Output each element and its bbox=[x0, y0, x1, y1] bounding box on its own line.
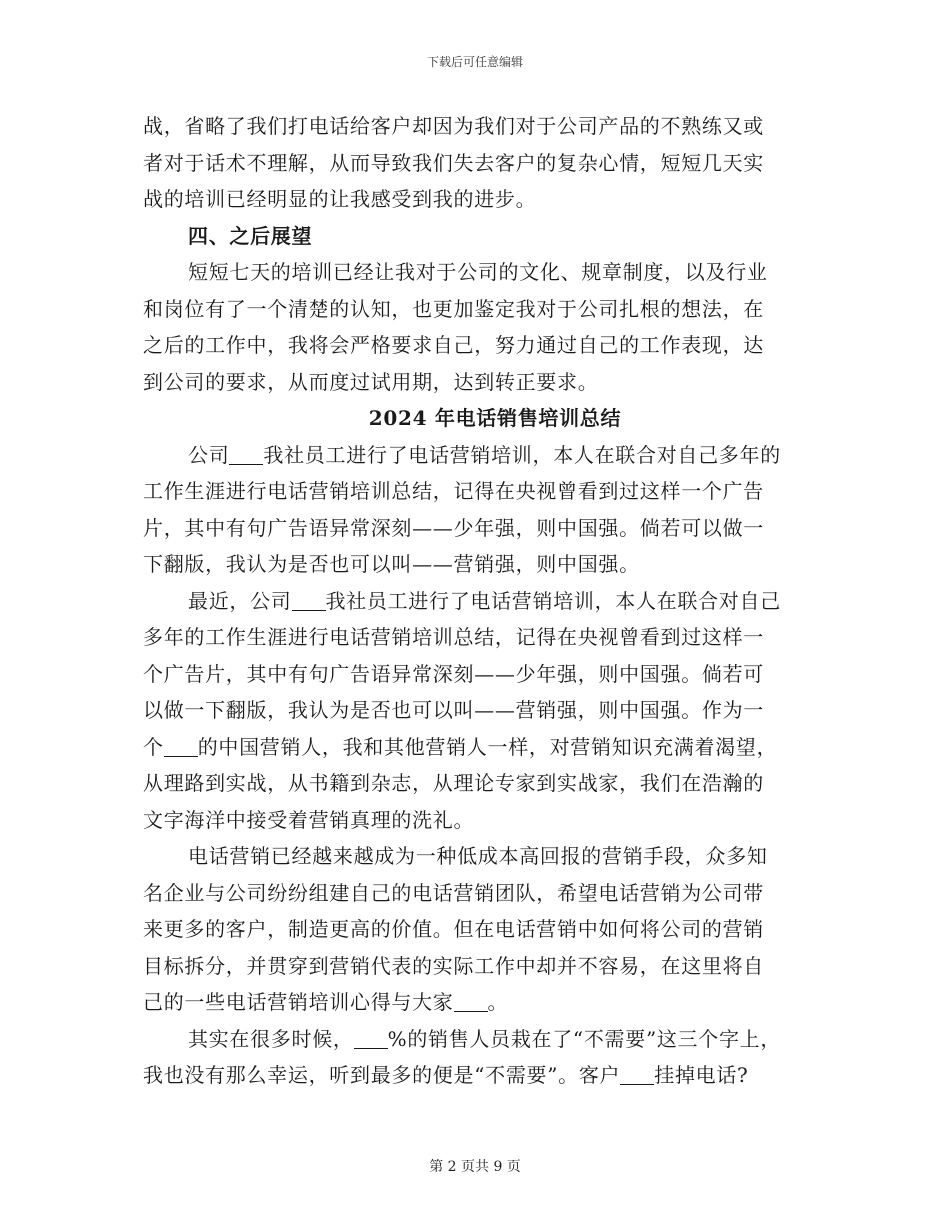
paragraph-start-line bbox=[143, 254, 807, 291]
line-text: 片，其中有句广告语异常深刻——少年强，则中国强。倘若可以做一 bbox=[143, 515, 764, 540]
text-line bbox=[143, 364, 807, 401]
text-line bbox=[143, 656, 807, 693]
line-text: 四、之后展望 bbox=[188, 223, 313, 248]
paragraph-start-line bbox=[143, 1021, 807, 1058]
line-text: 之后的工作中，我将会严格要求自己，努力通过自己的工作表现，达 bbox=[143, 333, 764, 357]
text-line bbox=[143, 108, 807, 145]
line-text: 战的培训已经明显的让我感受到我的进步。 bbox=[143, 187, 537, 211]
line-text: 以做一下翻版，我认为是否也可以叫——营销强，则中国强。作为一 bbox=[143, 698, 764, 722]
line-text: 来更多的客户，制造更高的价值。但在电话营销中如何将公司的营销 bbox=[143, 917, 764, 941]
paragraph-start-line bbox=[143, 583, 807, 620]
paragraph-start-line bbox=[143, 437, 807, 474]
paragraph-start-line bbox=[143, 838, 807, 875]
line-text: 目标拆分，并贯穿到营销代表的实际工作中却并不容易，在这里将自 bbox=[143, 953, 764, 978]
text-line bbox=[143, 984, 807, 1021]
line-text: 我也没有那么幸运，听到最多的便是“不需要”。客户 bbox=[143, 1063, 621, 1087]
line-text: 个 bbox=[143, 734, 164, 759]
line-text: 到公司的要求，从而度过试用期，达到转正要求。 bbox=[143, 369, 599, 394]
line-text: 短短七天的培训已经让我对于公司的文化、规章制度，以及行业 bbox=[188, 260, 768, 284]
text-line bbox=[143, 729, 807, 766]
line-text: 我社员工进行了电话营销培训，本人在联合对自己多年的 bbox=[263, 442, 781, 467]
fill-in-blank bbox=[354, 1028, 388, 1049]
line-text: 和岗位有了一个清楚的认知，也更加鉴定我对于公司扎根的想法，在 bbox=[143, 296, 764, 321]
line-text: 挂掉电话? bbox=[654, 1063, 749, 1087]
text-line bbox=[143, 181, 807, 218]
line-text: 己的一些电话营销培训心得与大家 bbox=[143, 990, 454, 1014]
line-text: 多年的工作生涯进行电话营销培训总结，记得在央视曾看到过这样一 bbox=[143, 625, 764, 649]
text-line bbox=[143, 1057, 807, 1094]
text-line bbox=[143, 692, 807, 729]
line-text: %的销售人员栽在了“不需要”这三个字上， bbox=[387, 1026, 782, 1051]
document-body bbox=[143, 108, 807, 1094]
text-line bbox=[143, 473, 807, 510]
line-text: 工作生涯进行电话营销培训总结，记得在央视曾看到过这样一个广告 bbox=[143, 479, 764, 503]
fill-in-blank bbox=[292, 590, 326, 611]
line-text: 文字海洋中接受着营销真理的洗礼。 bbox=[143, 807, 475, 832]
page-header: 下载后可任意编辑 bbox=[426, 55, 523, 69]
line-text: 电话营销已经越来越成为一种低成本高回报的营销手段，众多知 bbox=[188, 844, 768, 868]
page-footer: 第 2 页共 9 页 bbox=[429, 1159, 521, 1175]
line-text: 2024 年电话销售培训总结 bbox=[368, 406, 622, 430]
text-line bbox=[143, 546, 807, 583]
line-text: 我社员工进行了电话营销培训，本人在联合对自己 bbox=[325, 588, 781, 613]
line-text: 者对于话术不理解，从而导致我们失去客户的复杂心情，短短几天实 bbox=[143, 150, 764, 175]
line-text: 。 bbox=[487, 990, 509, 1014]
line-text: 的中国营销人，我和其他营销人一样，对营销知识充满着渴望， bbox=[197, 734, 778, 759]
line-text: 战，省略了我们打电话给客户却因为我们对于公司产品的不熟练又或 bbox=[143, 114, 764, 138]
text-line bbox=[143, 765, 807, 802]
text-line bbox=[143, 510, 807, 547]
section-heading bbox=[143, 218, 807, 255]
text-line bbox=[143, 619, 807, 656]
text-line bbox=[143, 875, 807, 912]
line-text: 从理路到实战，从书籍到杂志，从理论专家到实战家，我们在浩瀚的 bbox=[143, 771, 764, 795]
line-text: 名企业与公司纷纷组建自己的电话营销团队，希望电话营销为公司带 bbox=[143, 880, 764, 905]
text-line bbox=[143, 327, 807, 364]
text-line bbox=[143, 911, 807, 948]
fill-in-blank bbox=[229, 444, 263, 465]
fill-in-blank bbox=[454, 991, 488, 1012]
line-text: 下翻版，我认为是否也可以叫——营销强，则中国强。 bbox=[143, 552, 640, 576]
fill-in-blank bbox=[164, 736, 198, 757]
text-line bbox=[143, 291, 807, 328]
line-text: 最近，公司 bbox=[188, 588, 292, 613]
text-line bbox=[143, 802, 807, 839]
document-title bbox=[143, 400, 807, 437]
text-line bbox=[143, 948, 807, 985]
line-text: 个广告片，其中有句广告语异常深刻——少年强，则中国强。倘若可 bbox=[143, 661, 764, 686]
text-line bbox=[143, 145, 807, 182]
line-text: 公司 bbox=[188, 442, 230, 467]
line-text: 其实在很多时候， bbox=[188, 1026, 354, 1051]
fill-in-blank bbox=[620, 1064, 654, 1085]
